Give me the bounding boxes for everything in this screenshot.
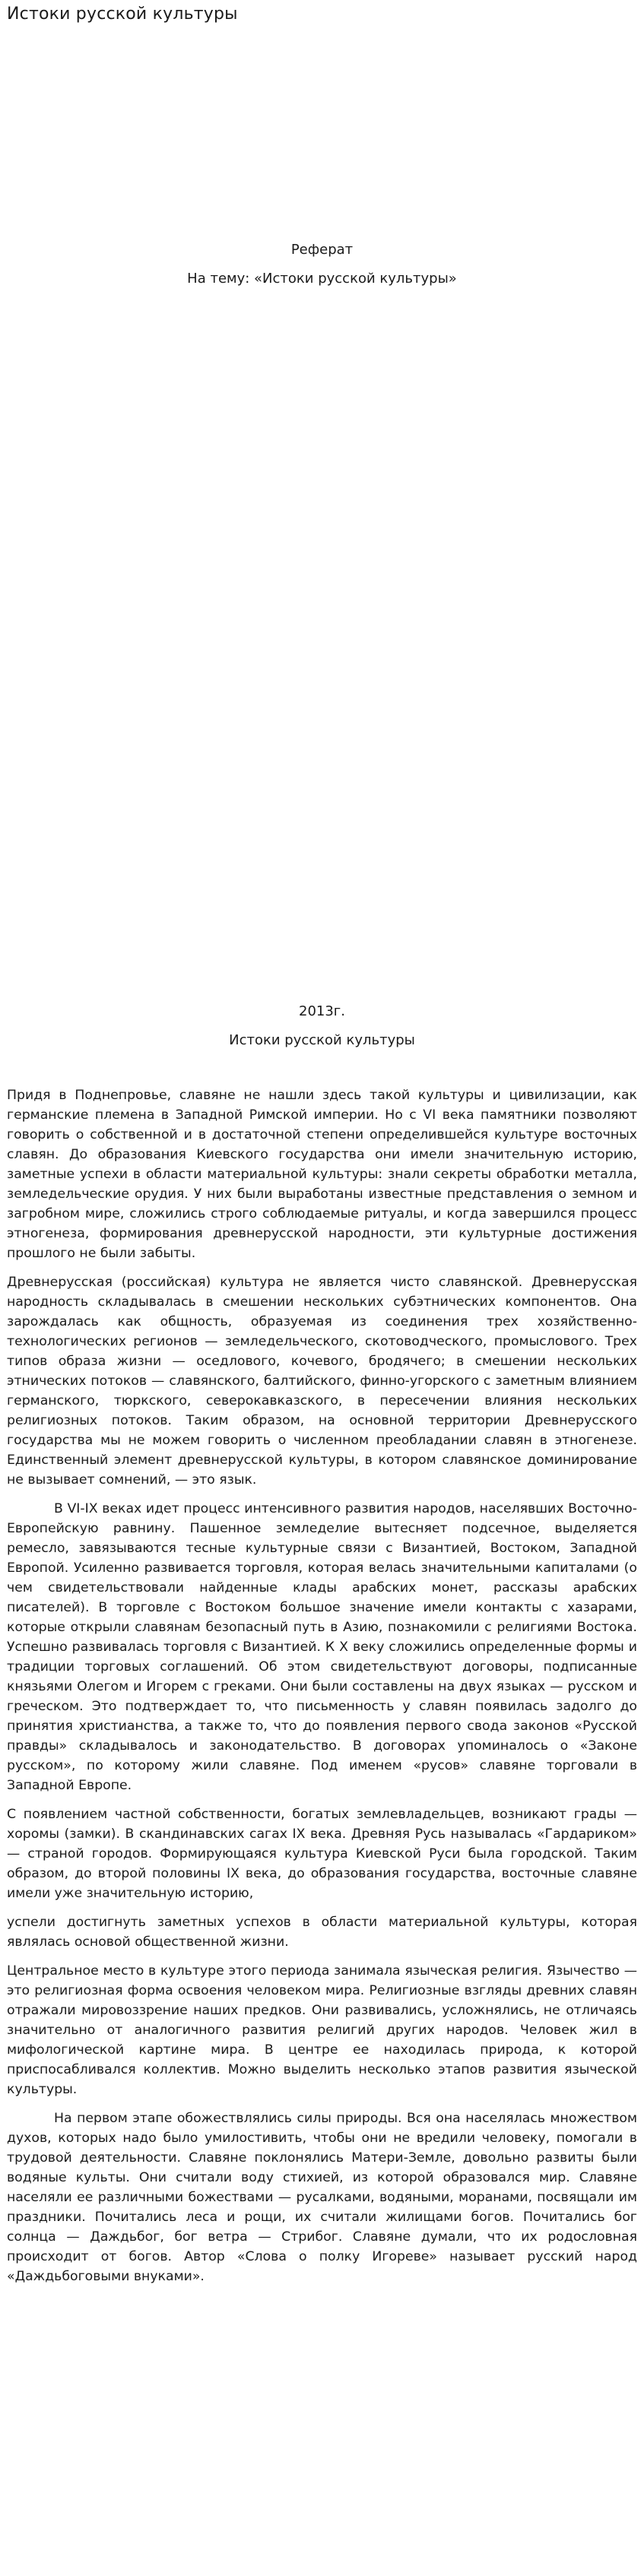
paragraph: Центральное место в культуре этого периода занимала языческая религия. Язычество — это религиозная форма освоения человеком мира. Религиозные взгляды древних славян отражали мировоззрение наших предков. Они развивались, усложнялись, не отличаясь значительно от аналогичного развития религий других народов. Человек жил в мифологической картине мира. В центре ее находилась природа, к которой приспосабливался коллектив. Можно выделить несколько этапов развития языческой культуры.: [7, 1963, 637, 2097]
cover-topic: На тему: «Истоки русской культуры»: [187, 271, 457, 287]
page-title: Истоки русской культуры: [7, 5, 238, 24]
cover-year: 2013г.: [299, 1003, 345, 1019]
paragraph: успели достигнуть заметных успехов в области материальной культуры, которая являлась основой общественной жизни.: [7, 1915, 637, 1950]
cover-subtitle: Истоки русской культуры: [229, 1032, 415, 1048]
essay-body: [7, 1085, 637, 2296]
paragraph: С появлением частной собственности, богатых землевладельцев, возникают грады — хоромы (замки). В скандинавских сагах IX века. Древняя Русь называлась «Гардариком» — страной городов. Формирующаяся культура Киевской Руси была городской. Таким образом, до второй половины IX века, до образования государства, восточные славяне имели уже значительную историю,: [7, 1807, 637, 1901]
paragraph: На первом этапе обожествлялись силы природы. Вся она населялась множеством духов, которых надо было умилостивить, чтобы они не вредили человеку, помогали в трудовой деятельности. Славяне поклонялись Матери-Земле, довольно развиты были водяные культы. Они считали воду стихией, из которой образовался мир. Славяне населяли ее различными божествами — русалками, водяными, моранами, посвящали им праздники. Почитались леса и рощи, их считали жилищами богов. Почитались бог солнца — Даждьбог, бог ветра — Стрибог. Славяне думали, что их родословная происходит от богов. Автор «Слова о полку Игореве» называет русский народ «Даждьбоговыми внуками».: [7, 2111, 637, 2284]
paragraph: В VI-IX веках идет процесс интенсивного развития народов, населявших Восточно-Европейскую равнину. Пашенное земледелие вытесняет подсечное, выделяется ремесло, завязываются тесные культурные связи с Византией, Востоком, Западной Европой. Усиленно развивается торговля, которая велась значительными капиталами (о чем свидетельствовали найденные клады арабских монет, рассказы арабских писателей). В торговле с Востоком большое значение имели контакты с хазарами, которые открыли славянам безопасный путь в Азию, познакомили с религиями Востока. Успешно развивалась торговля с Византией. К X веку сложились определенные формы и традиции торговых соглашений. Об этом свидетельствуют договоры, подписанные князьями Олегом и Игорем с греками. Они были составлены на двух языках — русском и греческом. Это подтверждает то, что письменность у славян появилась задолго до принятия христианства, а также то, что до появления первого свода законов «Русской правды» складывалось и законодательство. В договорах упоминалось о «Законе русском», по которому жили славяне. Под именем «русов» славяне торговали в Западной Европе.: [7, 1501, 637, 1793]
paragraph: Древнерусская (российская) культура не является чисто славянской. Древнерусская народность складывалась в смешении нескольких субэтнических компонентов. Она зарождалась как общность, образуемая из соединения трех хозяйственно-технологических регионов — земледельческого, скотоводческого, промыслового. Трех типов образа жизни — оседлового, кочевого, бродячего; в смешении нескольких этнических потоков — славянского, балтийского, финно-угорского с заметным влиянием германского, тюркского, северокавказского, в пересечении влияния нескольких религиозных потоков. Таким образом, на основной территории Древнерусского государства мы не можем говорить о численном преобладании славян в этногенезе. Единственный элемент древнерусской культуры, в котором славянское доминирование не вызывает сомнений, — это язык.: [7, 1275, 637, 1488]
paragraph: Придя в Поднепровье, славяне не нашли здесь такой культуры и цивилизации, как германские племена в Западной Римской империи. Но с VI века памятники позволяют говорить о собственной и в достаточной степени определившейся культуре восточных славян. До образования Киевского государства они имели значительную историю, заметные успехи в области материальной культуры: знали секреты обработки металла, земледельческие орудия. У них были выработаны известные представления о земном и загробном мире, сложились строго соблюдаемые ритуалы, и когда завершился процесс этногенеза, формирования древнерусской народности, эти культурные достижения прошлого не были забыты.: [7, 1088, 637, 1261]
cover-label: Реферат: [290, 242, 354, 258]
